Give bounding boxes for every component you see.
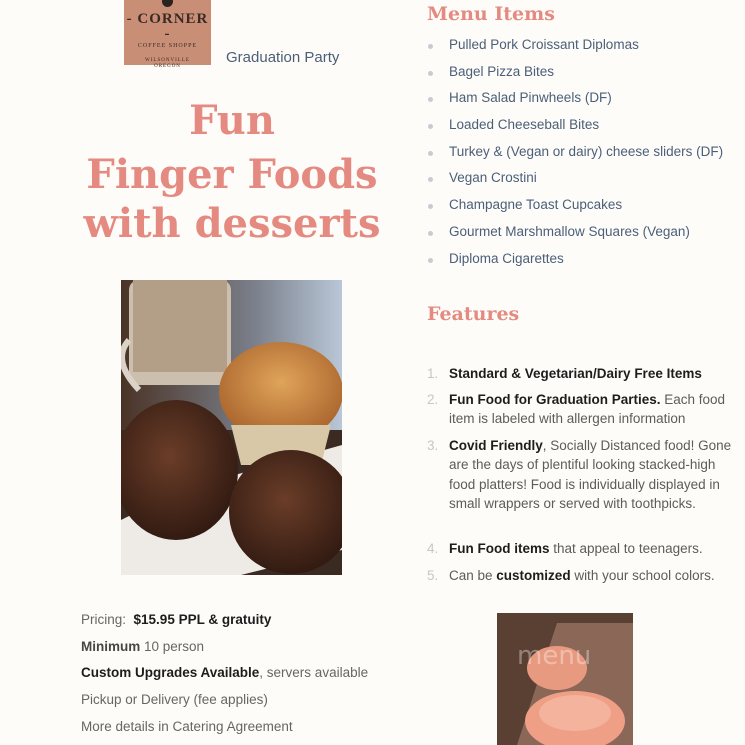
cupcake-photo: [497, 613, 633, 745]
feature-bold: Covid Friendly: [449, 438, 543, 453]
food-photo-illustration: [121, 280, 342, 575]
logo-text-coffee-shoppe: COFFEE SHOPPE: [137, 43, 198, 49]
upgrades-bold: Custom Upgrades Available: [81, 665, 260, 680]
feature-number: 3.: [427, 438, 439, 453]
feature-text: Each food item is labeled with allergen information: [449, 392, 726, 427]
menu-items-list: [427, 37, 723, 277]
feature-number: 1.: [427, 366, 439, 381]
feature-bold: Standard & Vegetarian/Dairy Free Items: [449, 366, 702, 381]
feature-text: with your school colors.: [570, 568, 715, 583]
feature-number: 5.: [427, 568, 439, 583]
list-item: Bagel Pizza Bites: [427, 64, 723, 91]
food-photo: [121, 280, 342, 575]
corner-coffee-logo: [124, 0, 211, 69]
list-item: Vegan Crostini: [427, 170, 723, 197]
logo-location-state: OREGON: [154, 64, 181, 69]
upgrades-text: , servers available: [259, 665, 369, 680]
list-item: Champagne Toast Cupcakes: [427, 197, 723, 224]
minimum-value: 10 person: [140, 639, 205, 654]
list-item: Loaded Cheeseball Bites: [427, 117, 723, 144]
menu-section-title: Menu Items: [427, 3, 555, 25]
feature-bold: Fun Food items: [449, 541, 550, 556]
headline-line-1: Fun: [189, 97, 275, 144]
feature-bold: customized: [496, 568, 571, 583]
details-line: More details in Catering Agreement: [81, 719, 293, 734]
list-item: Diploma Cigarettes: [427, 251, 723, 278]
upgrades-line: [81, 665, 368, 680]
photo-watermark-text: menu: [517, 641, 592, 671]
pricing-label: Pricing:: [81, 612, 127, 627]
feature-text-pre: Can be: [449, 568, 497, 583]
feature-bold: Fun Food for Graduation Parties.: [449, 392, 661, 407]
feature-number: 2.: [427, 392, 439, 407]
pricing-value: $15.95 PPL & gratuity: [133, 612, 272, 627]
features-section-title: Features: [427, 303, 520, 325]
cupcake-photo-illustration: [497, 613, 633, 745]
headline-line-2: Finger Foods: [86, 151, 378, 198]
page-subtitle: Graduation Party: [226, 49, 340, 66]
pricing-line: [81, 612, 271, 627]
minimum-line: [81, 639, 204, 654]
logo-text-corner: - CORNER -: [126, 11, 209, 42]
pickup-line: Pickup or Delivery (fee applies): [81, 692, 268, 707]
list-item: Gourmet Marshmallow Squares (Vegan): [427, 224, 723, 251]
feature-text: , Socially Distanced food! Gone are the days of plentiful looking stacked-high food platters! Food is individually displayed in small wrappers or served with toothpicks.: [449, 438, 732, 511]
feature-number: 4.: [427, 541, 439, 556]
list-item: Ham Salad Pinwheels (DF): [427, 90, 723, 117]
list-item: Turkey & (Vegan or dairy) cheese sliders (DF): [427, 144, 723, 171]
feature-text: that appeal to teenagers.: [549, 541, 703, 556]
list-item: Pulled Pork Croissant Diplomas: [427, 37, 723, 64]
headline-line-3: with desserts: [83, 200, 381, 247]
logo-location-city: WILSONVILLE: [145, 58, 190, 63]
minimum-label: Minimum: [81, 639, 141, 654]
